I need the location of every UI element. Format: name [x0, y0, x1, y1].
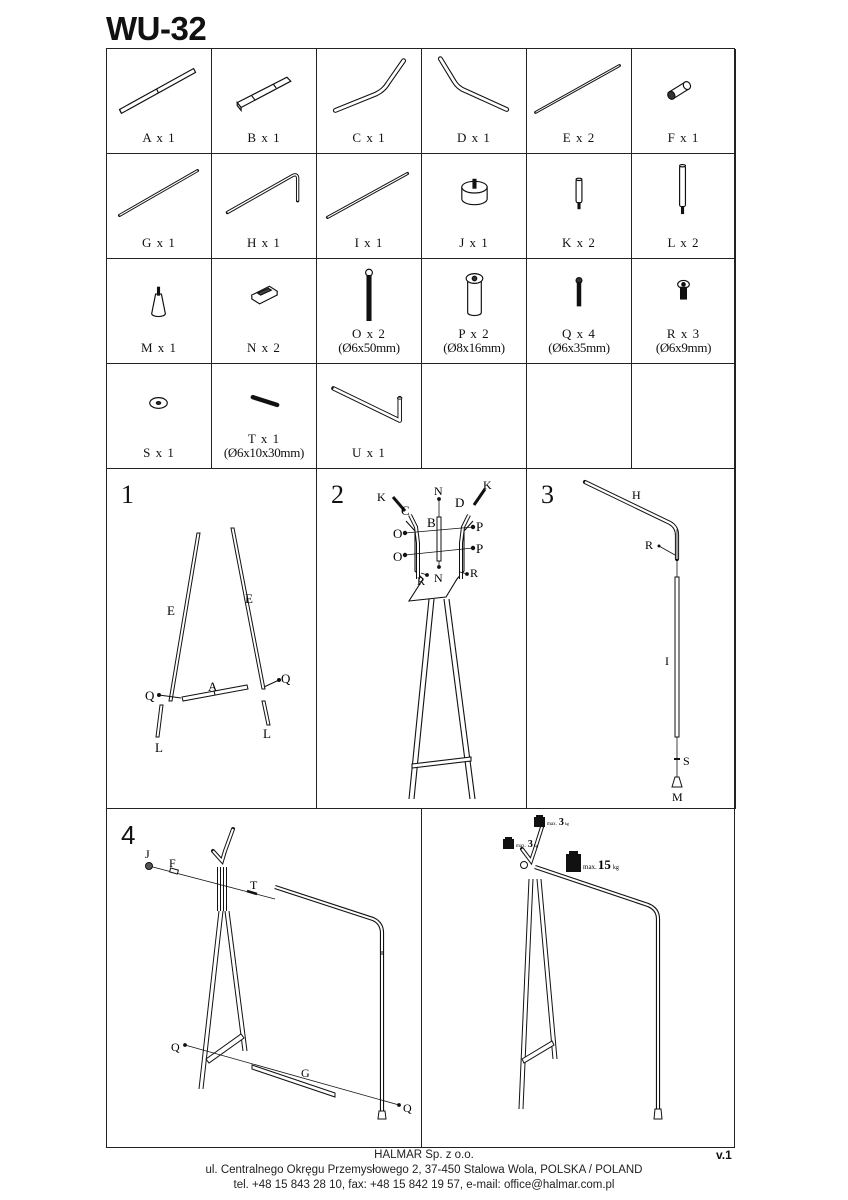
- callout-q: Q: [171, 1040, 180, 1054]
- part-u-icon: [317, 364, 421, 442]
- part-cell-b: [212, 49, 317, 154]
- callout-r: R: [470, 566, 479, 580]
- instruction-sheet: [106, 48, 735, 1148]
- part-n-icon: [212, 259, 316, 337]
- part-cell-q: [527, 259, 632, 364]
- step-number: 3: [541, 480, 554, 509]
- callout-l: L: [155, 740, 163, 755]
- part-e-icon: [527, 49, 631, 127]
- part-c-icon: [317, 49, 421, 127]
- part-j-icon: [422, 154, 526, 232]
- part-cell-i: [317, 154, 422, 259]
- part-label: C x 1: [352, 130, 386, 145]
- footer-address: ul. Centralnego Okręgu Przemysłowego 2, 37-450 Stalowa Wola, POLSKA / POLAND: [205, 1164, 643, 1176]
- part-g-icon: [107, 154, 211, 232]
- part-cell-h: [212, 154, 317, 259]
- callout-o: O: [393, 549, 403, 564]
- callout-n: N: [434, 571, 443, 585]
- callout-o: O: [393, 526, 403, 541]
- callout-c: C: [401, 503, 410, 518]
- callout-t: T: [250, 878, 258, 892]
- callout-r: R: [645, 538, 654, 552]
- part-k-icon: [527, 154, 631, 232]
- callout-i: I: [665, 654, 669, 668]
- step-number: 4: [121, 820, 136, 850]
- part-m-icon: [107, 259, 211, 337]
- part-cell-j: [422, 154, 527, 259]
- callout-b: B: [427, 515, 436, 530]
- part-cell-t: [212, 364, 317, 469]
- part-label: R x 3 (Ø6x9mm): [655, 326, 712, 355]
- callout-p: P: [476, 519, 484, 534]
- part-label: H x 1: [247, 235, 281, 250]
- part-label: U x 1: [352, 445, 386, 460]
- part-h-icon: [212, 154, 316, 232]
- part-label: B x 1: [247, 130, 281, 145]
- part-label: I x 1: [354, 235, 384, 250]
- step-4-panel: [107, 809, 422, 1147]
- part-i-icon: [317, 154, 421, 232]
- footer-contact: tel. +48 15 843 28 10, fax: +48 15 842 19 57, e-mail: office@halmar.com.pl: [233, 1179, 615, 1191]
- part-f-icon: [632, 49, 735, 127]
- version-label: v.1: [716, 1148, 732, 1162]
- callout-k: K: [483, 478, 492, 492]
- part-cell-r: [632, 259, 736, 364]
- weight-icon: [566, 851, 581, 872]
- empty-cell: [632, 364, 736, 469]
- load-limit-rail: max.15 kg: [583, 857, 619, 872]
- part-label: Q x 4 (Ø6x35mm): [548, 326, 610, 355]
- callout-a: A: [208, 679, 218, 694]
- part-cell-a: [107, 49, 212, 154]
- part-s-icon: [107, 364, 211, 442]
- part-label: E x 2: [562, 130, 596, 145]
- part-cell-k: [527, 154, 632, 259]
- part-cell-p: [422, 259, 527, 364]
- load-limits-diagram: [422, 809, 736, 1147]
- callout-n: N: [434, 484, 443, 498]
- part-label: O x 2 (Ø6x50mm): [338, 326, 400, 355]
- part-label: A x 1: [142, 130, 176, 145]
- part-label: D x 1: [457, 130, 491, 145]
- step-4-diagram: [107, 809, 422, 1147]
- part-b-icon: [212, 49, 316, 127]
- part-cell-n: [212, 259, 317, 364]
- part-label: M x 1: [140, 340, 178, 355]
- part-label: P x 2 (Ø8x16mm): [443, 326, 505, 355]
- callout-j: J: [145, 847, 150, 861]
- callout-d: D: [455, 495, 465, 510]
- part-label: S x 1: [143, 445, 175, 460]
- part-label: F x 1: [667, 130, 700, 145]
- part-label: K x 2: [562, 235, 596, 250]
- callout-h: H: [632, 488, 641, 502]
- callout-p: P: [476, 541, 484, 556]
- part-cell-l: [632, 154, 736, 259]
- callout-q: Q: [145, 688, 155, 703]
- step-1-panel: [107, 469, 317, 809]
- document-title: WU-32: [106, 10, 207, 47]
- part-label: N x 2: [247, 340, 281, 355]
- callout-q: Q: [281, 671, 291, 686]
- load-limits-panel: [422, 809, 736, 1147]
- step-2-diagram: [317, 469, 527, 809]
- callout-l: L: [263, 726, 271, 741]
- empty-cell: [527, 364, 632, 469]
- load-limit-hook-side: max. 3kg: [516, 839, 538, 850]
- part-d-icon: [422, 49, 526, 127]
- callout-k: K: [377, 490, 386, 504]
- weight-icon: [534, 815, 545, 827]
- step-2-panel: [317, 469, 527, 809]
- step-number: 1: [121, 480, 134, 509]
- callout-m: M: [672, 790, 683, 804]
- step-3-panel: [527, 469, 736, 809]
- part-cell-o: [317, 259, 422, 364]
- step-3-diagram: [527, 469, 736, 809]
- weight-icon: [503, 837, 514, 849]
- part-cell-d: [422, 49, 527, 154]
- footer-company: HALMAR Sp. z o.o.: [374, 1149, 474, 1161]
- callout-e: E: [245, 591, 253, 606]
- callout-g: G: [301, 1066, 310, 1080]
- part-label: L x 2: [667, 235, 700, 250]
- callout-e: E: [167, 603, 175, 618]
- part-l-icon: [632, 154, 735, 232]
- part-cell-g: [107, 154, 212, 259]
- callout-s: S: [683, 754, 690, 768]
- part-label: J x 1: [459, 235, 489, 250]
- part-cell-c: [317, 49, 422, 154]
- part-cell-m: [107, 259, 212, 364]
- callout-f: F: [169, 856, 176, 870]
- part-cell-u: [317, 364, 422, 469]
- part-label: T x 1 (Ø6x10x30mm): [223, 431, 305, 460]
- load-limit-hook-top: max. 3kg: [547, 817, 569, 828]
- step-1-diagram: [107, 469, 317, 809]
- part-cell-f: [632, 49, 736, 154]
- part-a-icon: [107, 49, 211, 127]
- part-label: G x 1: [142, 235, 176, 250]
- part-cell-s: [107, 364, 212, 469]
- callout-r: R: [417, 574, 426, 588]
- callout-q: Q: [403, 1101, 412, 1115]
- step-number: 2: [331, 480, 344, 509]
- empty-cell: [422, 364, 527, 469]
- part-cell-e: [527, 49, 632, 154]
